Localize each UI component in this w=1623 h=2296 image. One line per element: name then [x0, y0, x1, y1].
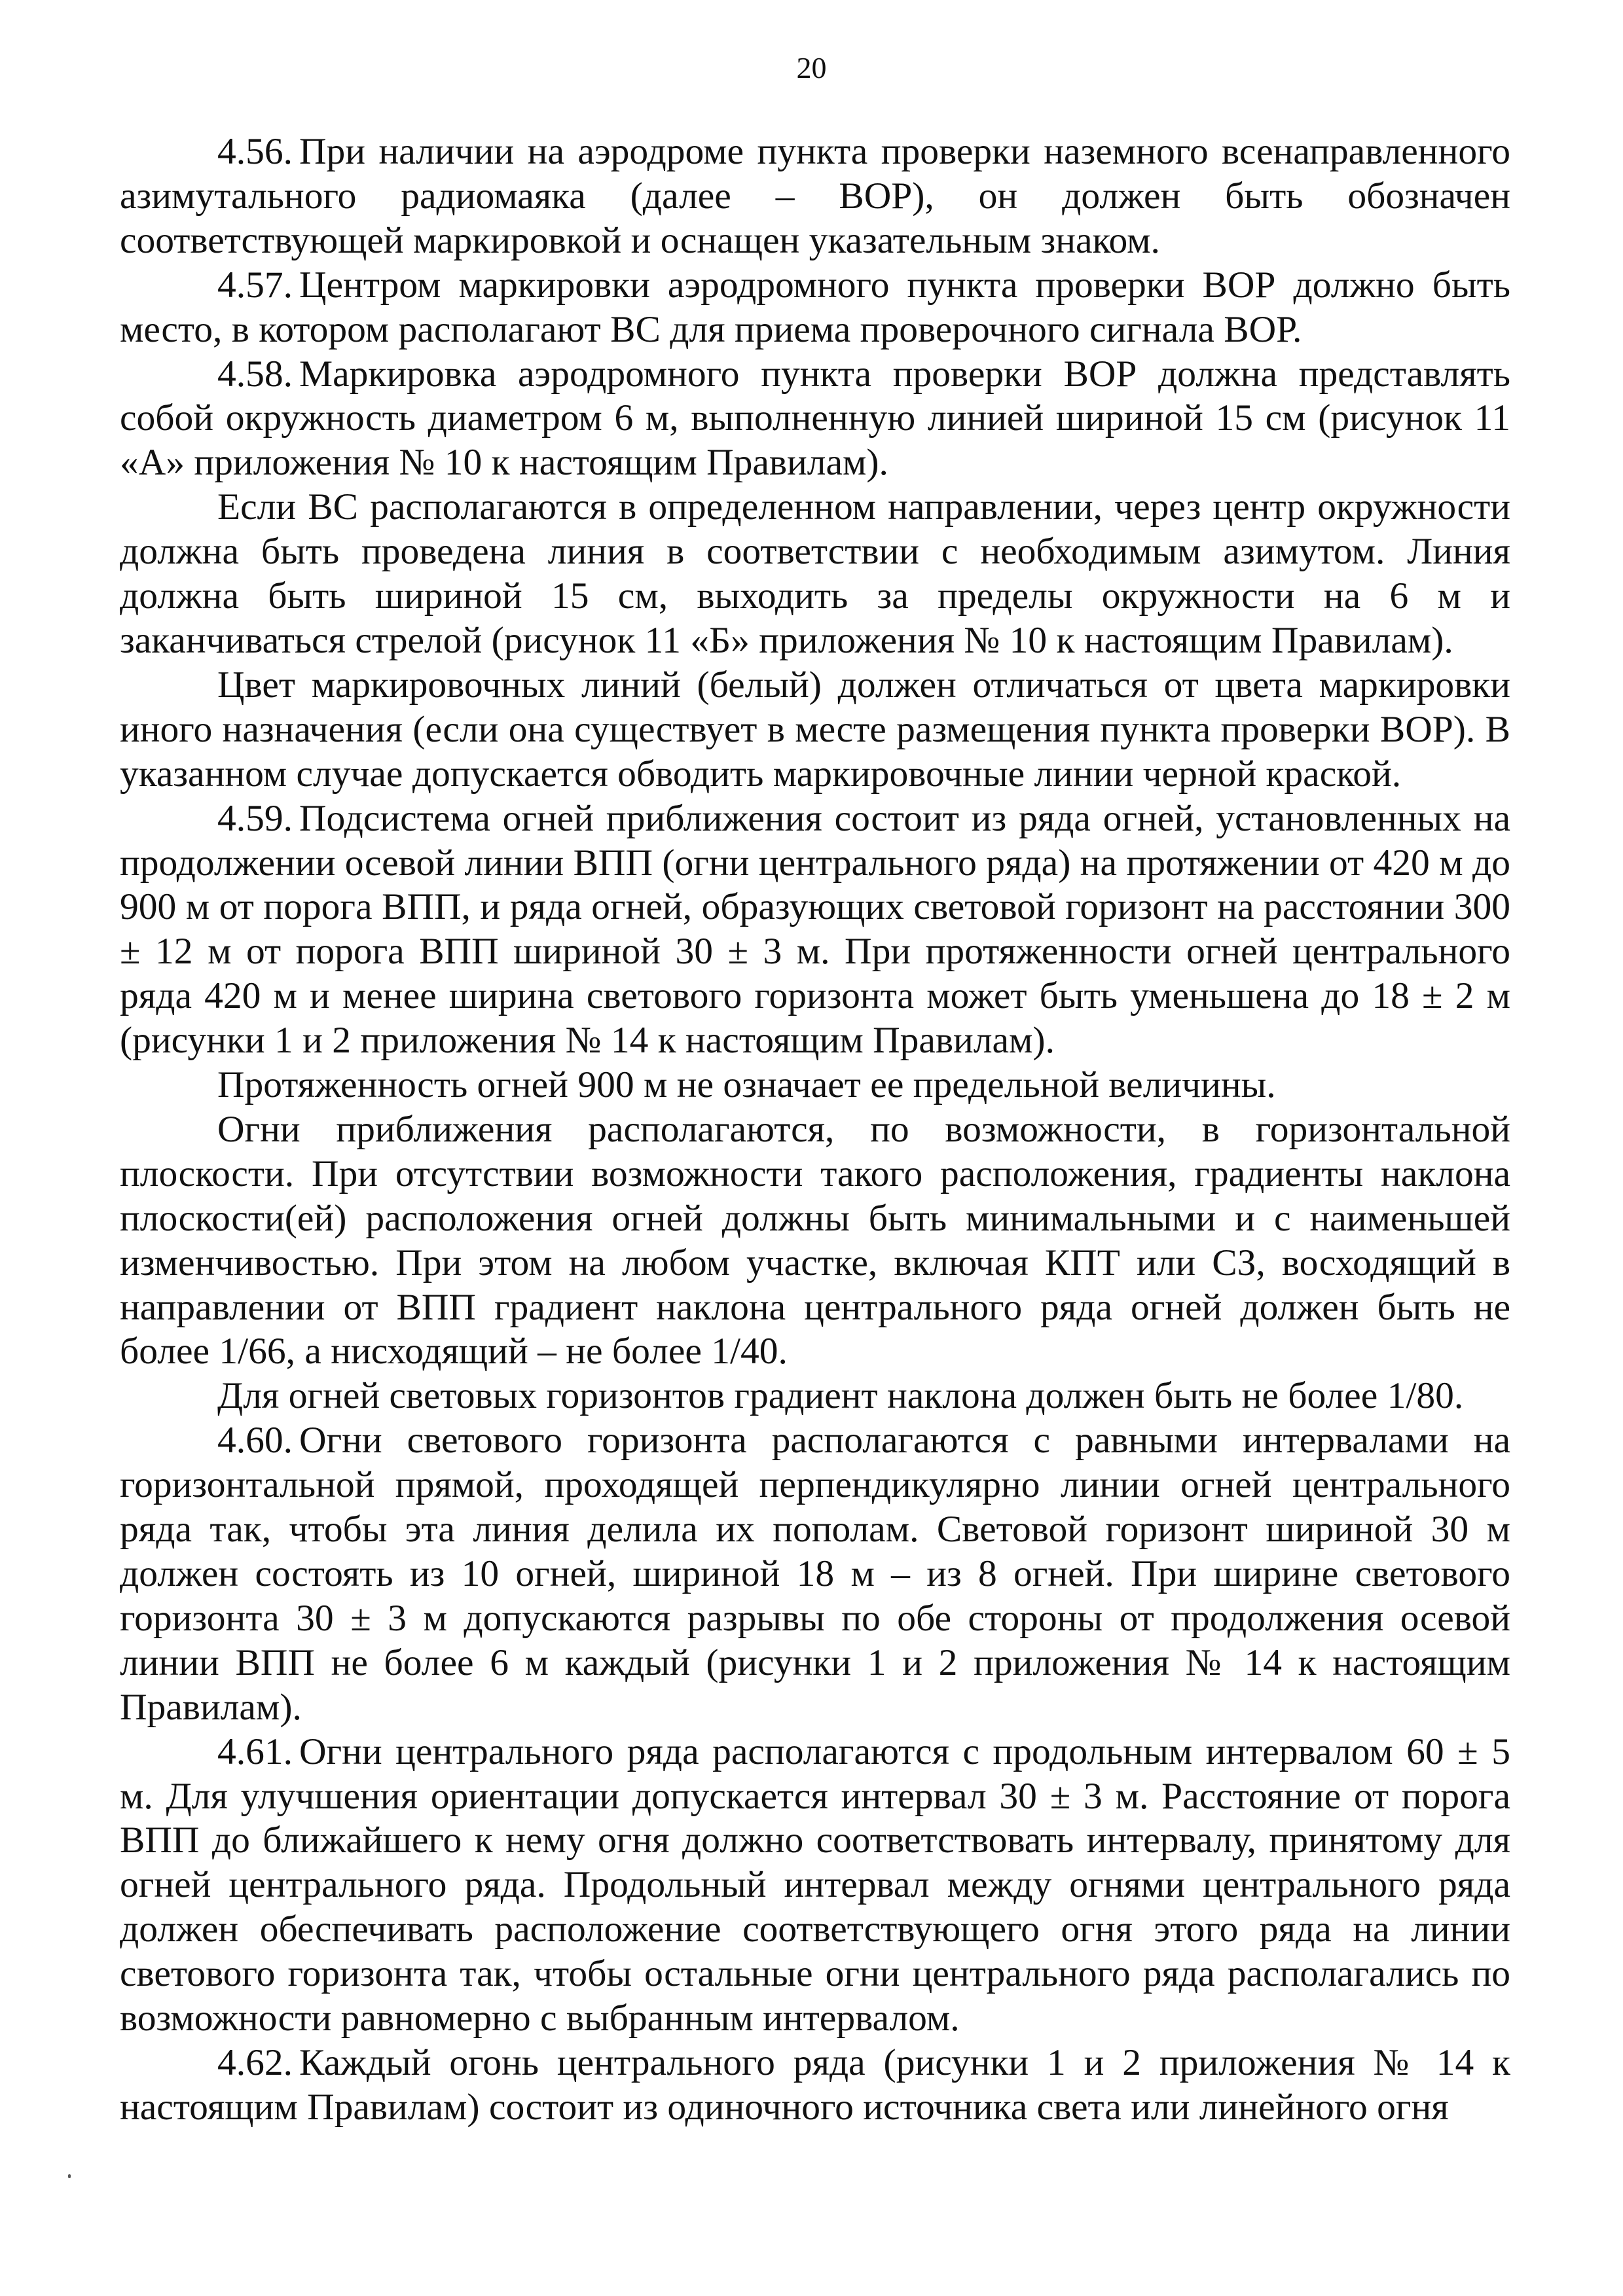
- paragraph-text: Огни приближения располагаются, по возможности, в горизонтальной плоскости. При отсутствии возможности такого расположения, градиенты наклона плоскости(ей) расположения огней должны быть минимальными и с наименьшей изменчивостью. При этом на любом участке, включая КПТ или СЗ, восходящий в направлении от ВПП градиент наклона центрального ряда огней должен быть не более 1/66, а нисходящий – не более 1/40.: [120, 1108, 1510, 1372]
- paragraph-text: Маркировка аэродромного пункта проверки ВОР должна представлять собой окружность диаметром 6 м, выполненную линией шириной 15 см (рисунок 11 «А» приложения № 10 к настоящим Правилам).: [120, 353, 1510, 484]
- paragraph-number: 4.57.: [217, 264, 293, 306]
- paragraph-text: Центром маркировки аэродромного пункта проверки ВОР должно быть место, в котором располагают ВС для приема проверочного сигнала ВОР.: [120, 264, 1510, 350]
- paragraph-text: Цвет маркировочных линий (белый) должен отличаться от цвета маркировки иного назначения (если она существует в месте размещения пункта проверки ВОР). В указанном случае допускается обводить маркировочные линии черной краской.: [120, 664, 1510, 795]
- paragraph-text: Подсистема огней приближения состоит из ряда огней, установленных на продолжении осевой линии ВПП (огни центрального ряда) на протяжении от 420 м до 900 м от порога ВПП, и ряда огней, образующих световой горизонт на расстоянии 300 ± 12 м от порога ВПП шириной 30 ± 3 м. При протяженности огней центрального ряда 420 м и менее ширина светового горизонта может быть уменьшена до 18 ± 2 м (рисунки 1 и 2 приложения № 14 к настоящим Правилам).: [120, 797, 1510, 1062]
- paragraph-text: Каждый огонь центрального ряда (рисунки 1 и 2 приложения № 14 к настоящим Правилам) состоит из одиночного источника света или линейного огня: [120, 2041, 1510, 2128]
- paragraph-4-59-horizon-gradient: [120, 1374, 1510, 1418]
- paragraph-text: Огни светового горизонта располагаются с равными интервалами на горизонтальной прямой, проходящей перпендикулярно линии огней центрального ряда так, чтобы эта линия делила их пополам. Световой горизонт шириной 30 м должен состоять из 10 огней, шириной 18 м – из 8 огней. При ширине светового горизонта 30 ± 3 м допускаются разрывы по обе стороны от продолжения осевой линии ВПП не более 6 м каждый (рисунки 1 и 2 приложения № 14 к настоящим Правилам).: [120, 1420, 1510, 1728]
- document-body: [120, 130, 1510, 2130]
- paragraph-4-58-color: [120, 663, 1510, 797]
- paragraph-number: 4.62.: [217, 2041, 293, 2083]
- paragraph-4-59: [120, 797, 1510, 1063]
- paragraph-text: Если ВС располагаются в определенном направлении, через центр окружности должна быть проведена линия в соответствии с необходимым азимутом. Линия должна быть шириной 15 см, выходить за пределы окружности на 6 м и заканчиваться стрелой (рисунок 11 «Б» приложения № 10 к настоящим Правилам).: [120, 486, 1510, 661]
- paragraph-4-62: [120, 2041, 1510, 2130]
- scan-speck: [68, 2174, 71, 2178]
- paragraph-4-57: [120, 263, 1510, 352]
- paragraph-number: 4.56.: [217, 131, 293, 172]
- paragraph-text: При наличии на аэродроме пункта проверки наземного всенаправленного азимутального радиомаяка (далее – ВОР), он должен быть обозначен соответствующей маркировкой и оснащен указательным знаком.: [120, 131, 1510, 261]
- paragraph-text: Для огней световых горизонтов градиент наклона должен быть не более 1/80.: [217, 1375, 1464, 1417]
- paragraph-4-61: [120, 1730, 1510, 2041]
- paragraph-number: 4.58.: [217, 353, 293, 395]
- paragraph-number: 4.61.: [217, 1731, 293, 1772]
- paragraph-4-58-line: [120, 485, 1510, 663]
- paragraph-4-56: [120, 130, 1510, 263]
- paragraph-4-59-gradient: [120, 1107, 1510, 1374]
- paragraph-4-60: [120, 1418, 1510, 1729]
- page-number: 20: [796, 51, 827, 84]
- paragraph-number: 4.59.: [217, 797, 293, 839]
- paragraph-number: 4.60.: [217, 1420, 293, 1462]
- paragraph-text: Огни центрального ряда располагаются с продольным интервалом 60 ± 5 м. Для улучшения ориентации допускается интервал 30 ± 3 м. Расстояние от порога ВПП до ближайшего к нему огня должно соответствовать интервалу, принятому для огней центрального ряда. Продольный интервал между огнями центрального ряда должен обеспечивать расположение соответствующего огня этого ряда на линии светового горизонта так, чтобы остальные огни центрального ряда располагались по возможности равномерно с выбранным интервалом.: [120, 1731, 1510, 2039]
- paragraph-text: Протяженность огней 900 м не означает ее предельной величины.: [217, 1064, 1276, 1106]
- paragraph-4-59-length: [120, 1063, 1510, 1107]
- paragraph-4-58: [120, 352, 1510, 486]
